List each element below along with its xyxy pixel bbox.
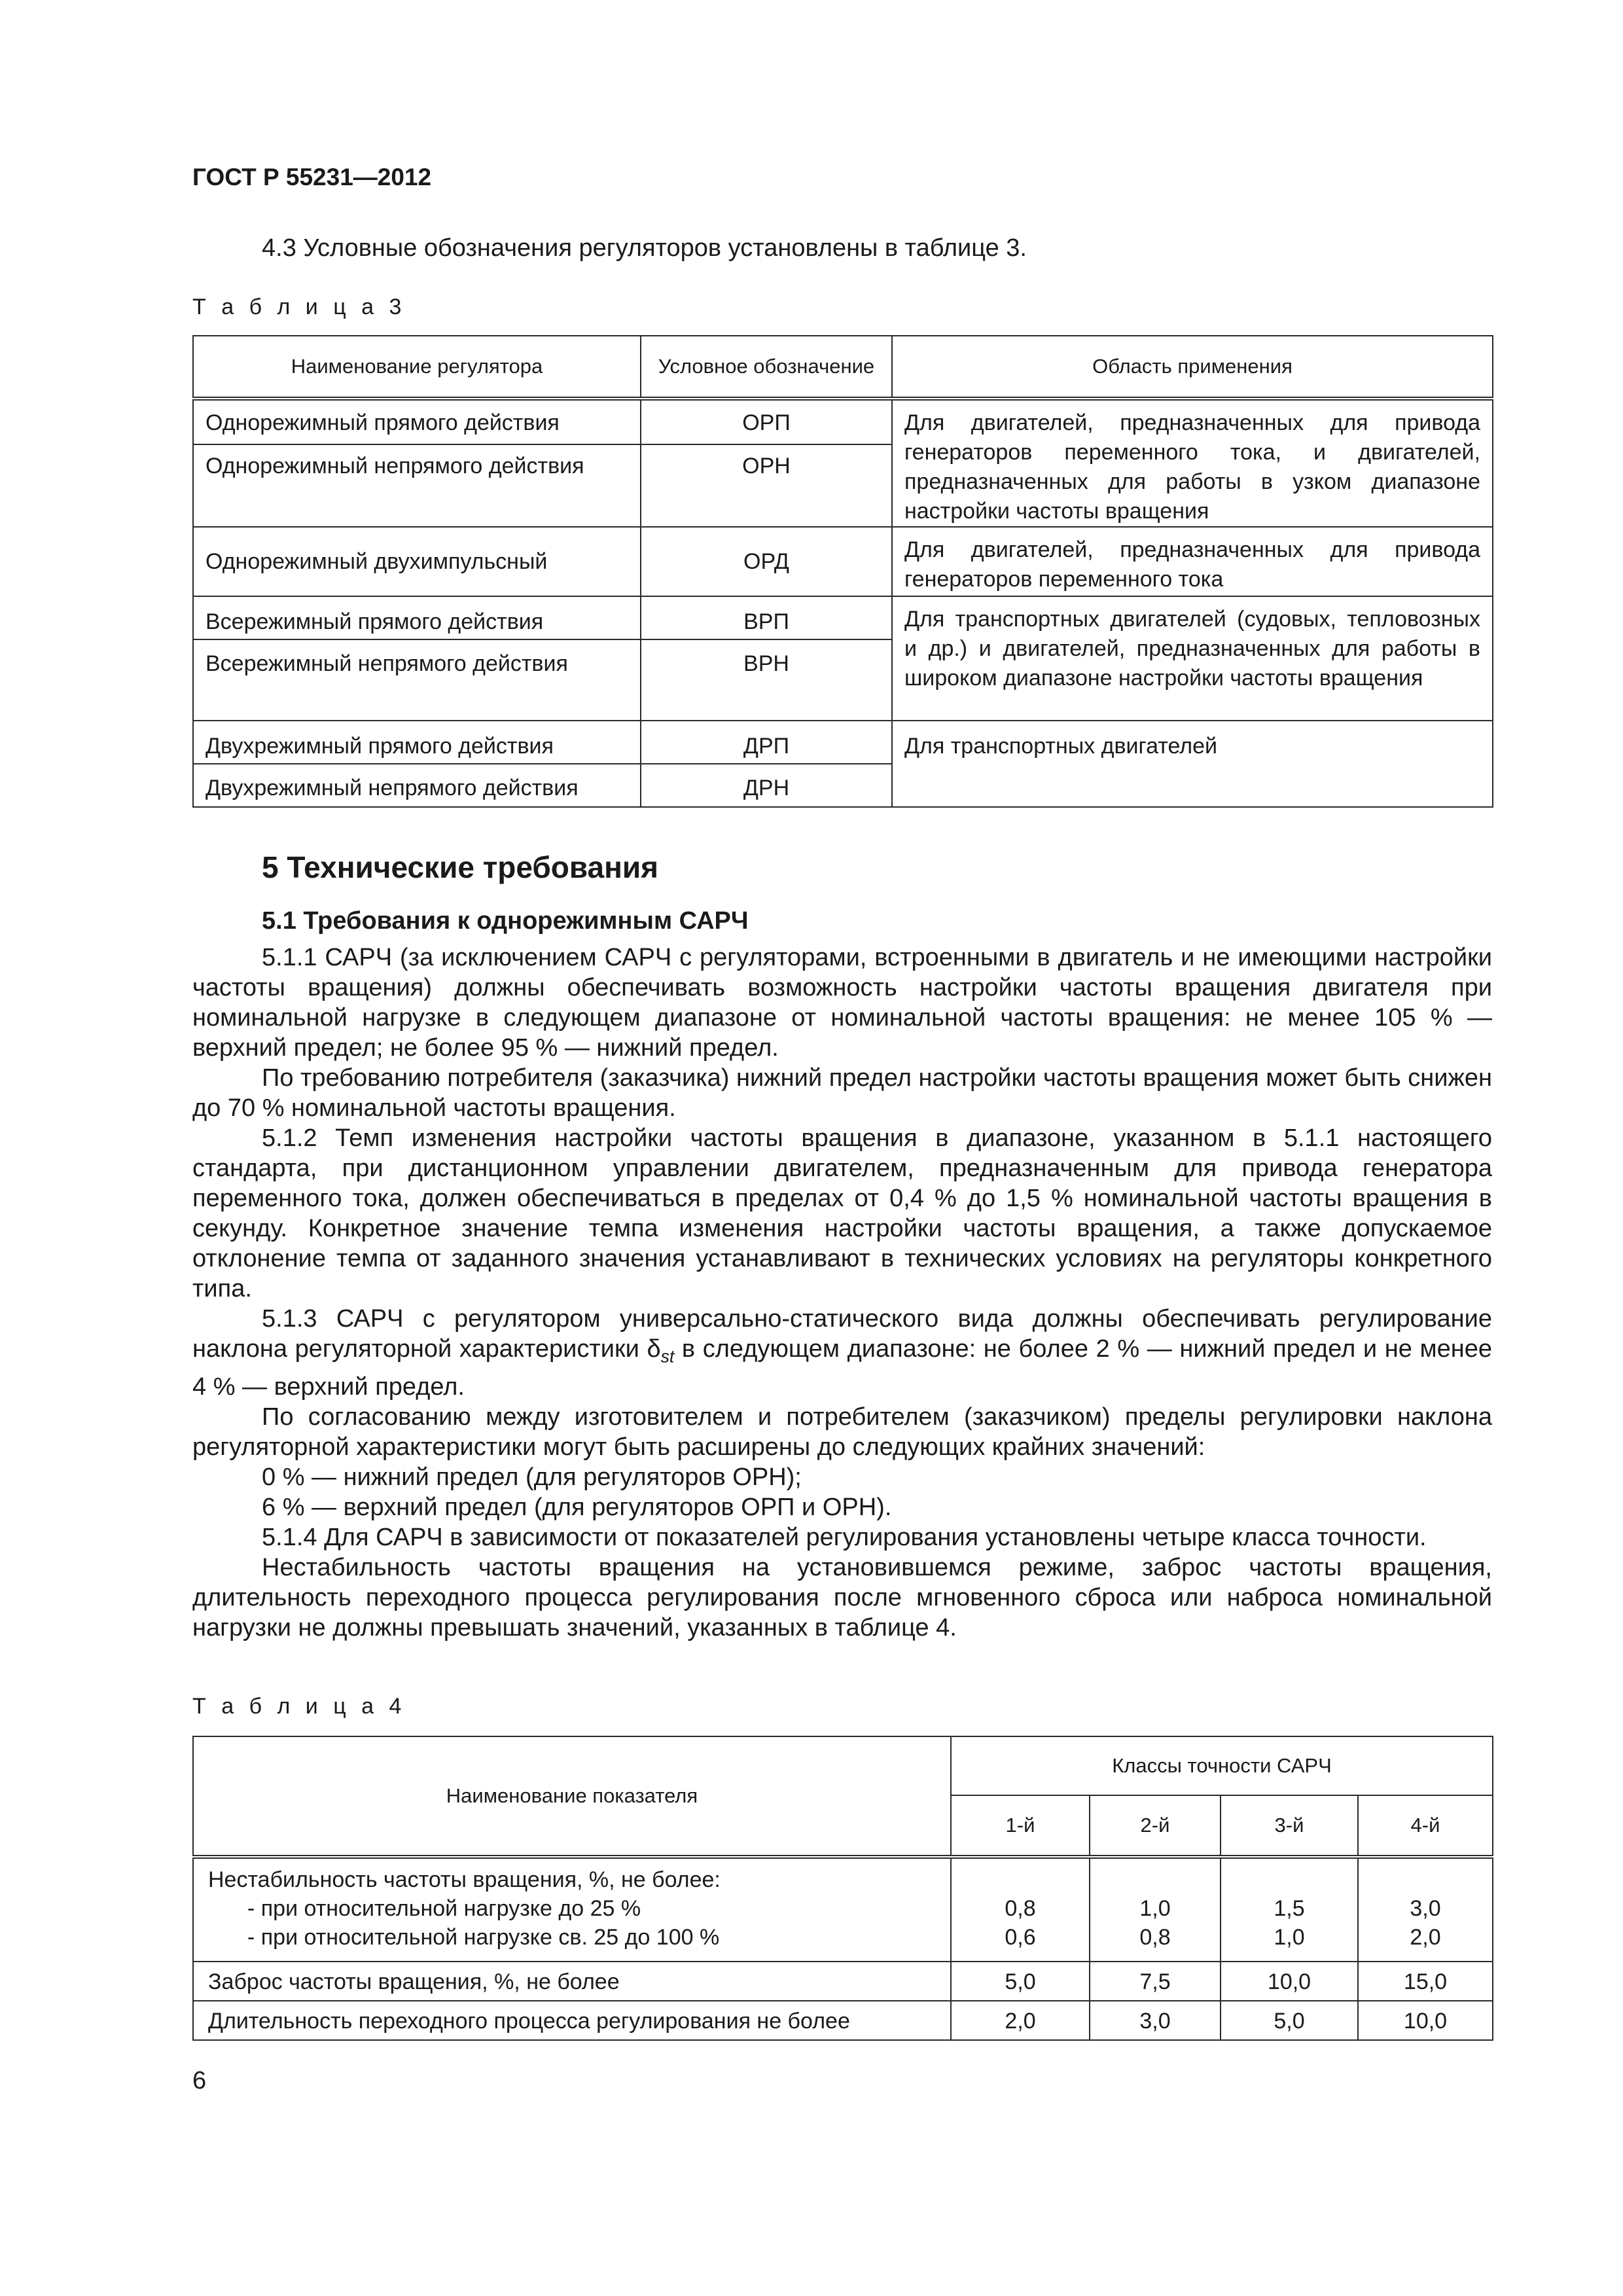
table-3 [192,335,1493,808]
indicator-name [193,1857,951,1962]
value-cell: 2,0 [951,2001,1090,2040]
regulator-name: Двухрежимный непрямого действия [193,764,641,807]
table-row [193,399,1493,444]
value-cell: 10,0 [1358,2001,1493,2040]
value: 2,0 [1410,1925,1441,1950]
page-number: 6 [192,2067,207,2094]
indicator-title: Нестабильность частоты вращения, %, не более: [208,1867,721,1892]
section-title: 5 Технические требования [262,850,658,884]
value: 0,8 [1139,1925,1171,1950]
class-header: 2-й [1090,1795,1221,1857]
value: 1,5 [1274,1896,1305,1921]
intro-paragraph: 4.3 Условные обозначения регуляторов установлены в таблице 3. [262,234,1027,262]
table4-header-classes: Классы точности САРЧ [951,1736,1493,1795]
table-row [193,527,1493,596]
value: 0,6 [1005,1925,1036,1950]
value-cell [1221,1857,1358,1962]
regulator-code: ВРП [641,596,892,639]
value-cell: 10,0 [1221,1962,1358,2001]
section-body [192,942,1492,1643]
paragraph: 5.1.2 Темп изменения настройки частоты вращения в диапазоне, указанном в 5.1.1 настоящего стандарта, при дистанционном управлении двигателем, предназначенным для привода генератора переменного тока, должен обеспечиваться в пределах от 0,4 % до 1,5 % номинальной частоты вращения в секунду. Конкретное значение темпа изменения настройки частоты вращения, а также допускаемое отклонение темпа от заданного значения устанавливают в технических условиях на регуляторы конкретного типа. [192,1124,1492,1302]
regulator-name: Всережимный прямого действия [193,596,641,639]
regulator-code: ОРН [641,444,892,527]
table-row [193,596,1493,639]
table-row [193,1962,1493,2001]
regulator-name: Однорежимный двухимпульсный [193,527,641,596]
value-cell: 7,5 [1090,1962,1221,2001]
application-area: Для двигателей, предназначенных для привода генераторов переменного тока, и двигателей, предназначенных для работы в узком диапазоне настройки частоты вращения [892,399,1493,527]
table3-header-area: Область применения [892,336,1493,399]
regulator-name: Однорежимный непрямого действия [193,444,641,527]
subsection-title: 5.1 Требования к однорежимным САРЧ [262,907,749,935]
application-area: Для двигателей, предназначенных для привода генераторов переменного тока [892,527,1493,596]
table-4 [192,1736,1493,2041]
table3-header-name: Наименование регулятора [193,336,641,399]
class-header: 4-й [1358,1795,1493,1857]
table3-header-code: Условное обозначение [641,336,892,399]
value-cell: 15,0 [1358,1962,1493,2001]
paragraph: По согласованию между изготовителем и потребителем (заказчиком) пределы регулировки наклона регуляторной характеристики могут быть расширены до следующих крайних значений: [192,1403,1492,1461]
value-cell [1090,1857,1221,1962]
paragraph: Нестабильность частоты вращения на установившемся режиме, заброс частоты вращения, длительность переходного процесса регулирования после мгновенного сброса или наброса номинальной нагрузки не должны превышать значений, указанных в таблице 4. [192,1553,1492,1641]
paragraph: 0 % — нижний предел (для регуляторов ОРН); [262,1463,802,1491]
table4-caption: Т а б л и ц а 4 [192,1694,406,1719]
paragraph: 5.1.4 Для САРЧ в зависимости от показателей регулирования установлены четыре класса точности. [262,1523,1427,1551]
value-cell [951,1857,1090,1962]
document-header: ГОСТ Р 55231—2012 [192,164,432,190]
value-cell: 5,0 [1221,2001,1358,2040]
table-row [193,2001,1493,2040]
table-row [193,1857,1493,1962]
application-area: Для транспортных двигателей (судовых, тепловозных и др.) и двигателей, предназначенных для работы в широком диапазоне настройки частоты вращения [892,596,1493,721]
table3-caption: Т а б л и ц а 3 [192,295,406,319]
application-area: Для транспортных двигателей [892,721,1493,807]
regulator-code: ОРП [641,399,892,444]
indicator-name: Длительность переходного процесса регулирования не более [193,2001,951,2040]
class-header: 1-й [951,1795,1090,1857]
paragraph: По требованию потребителя (заказчика) нижний предел настройки частоты вращения может быть снижен до 70 % номинальной частоты вращения. [192,1064,1492,1122]
regulator-name: Двухрежимный прямого действия [193,721,641,764]
value: 1,0 [1139,1896,1171,1921]
value-cell: 3,0 [1090,2001,1221,2040]
value: 0,8 [1005,1896,1036,1921]
paragraph-text: в следующем диапазоне: не более 2 % — нижний предел и не менее 4 % — верхний предел. [192,1335,1492,1401]
regulator-code: ДРН [641,764,892,807]
value-cell: 5,0 [951,1962,1090,2001]
regulator-name: Однорежимный прямого действия [193,399,641,444]
regulator-code: ДРП [641,721,892,764]
class-header: 3-й [1221,1795,1358,1857]
regulator-name: Всережимный непрямого действия [193,639,641,721]
subscript: st [660,1346,675,1367]
indicator-subitem: - при относительной нагрузке св. 25 до 100 % [247,1925,720,1950]
paragraph: 5.1.1 САРЧ (за исключением САРЧ с регуляторами, встроенными в двигатель и не имеющими настройки частоты вращения) должны обеспечивать возможность настройки частоты вращения двигателя при номинальной нагрузке в следующем диапазоне от номинальной частоты вращения: не менее 105 % — верхний предел; не более 95 % — нижний предел. [192,944,1492,1062]
paragraph-text: 5.1.3 САРЧ с регулятором универсально-статического вида должны обеспечивать регулирование наклона регуляторной характеристики δ [192,1305,1492,1363]
indicator-name: Заброс частоты вращения, %, не более [193,1962,951,2001]
paragraph [192,1304,1492,1402]
table-row [193,721,1493,764]
value: 3,0 [1410,1896,1441,1921]
paragraph: 6 % — верхний предел (для регуляторов ОРП и ОРН). [262,1493,892,1521]
regulator-code: ВРН [641,639,892,721]
regulator-code: ОРД [641,527,892,596]
value-cell [1358,1857,1493,1962]
indicator-subitem: - при относительной нагрузке до 25 % [247,1896,641,1921]
table4-header-name: Наименование показателя [193,1736,951,1857]
value: 1,0 [1274,1925,1305,1950]
